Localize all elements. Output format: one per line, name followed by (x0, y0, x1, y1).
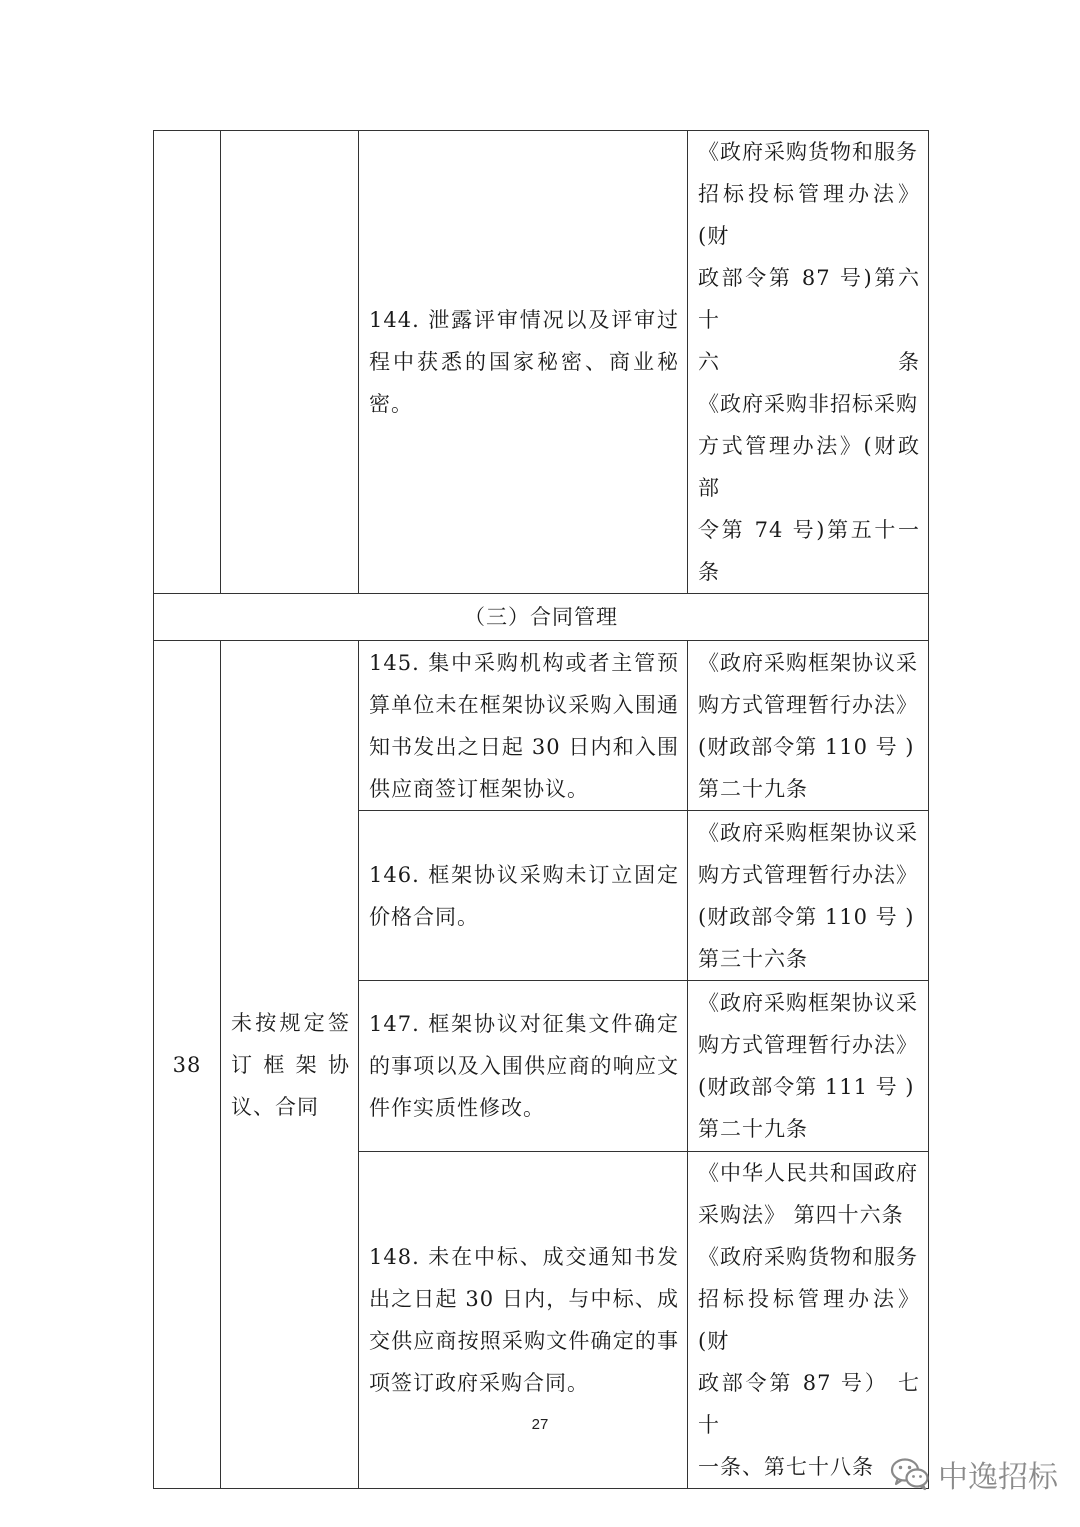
basis-line: 令第 74 号)第五十一条 (698, 518, 920, 584)
section-title: （三）合同管理 (154, 594, 929, 641)
row-number-cell (154, 131, 221, 594)
basis-line: 第二十九条 (698, 776, 808, 801)
section-row (154, 594, 929, 641)
basis-line: 购方式管理暂行办法》 (698, 862, 918, 887)
basis-line: (财政部令第 110 号 ) (698, 904, 915, 929)
basis-line: 一条、第七十八条 (698, 1455, 874, 1479)
basis-line: 招标投标管理办法》(财 (698, 1287, 920, 1353)
basis-line: 《政府采购货物和服务 (698, 1245, 918, 1269)
item-cell (359, 131, 688, 594)
basis-word: 六 (698, 350, 720, 374)
legal-basis-cell (688, 131, 929, 594)
basis-line: 《中华人民共和国政府 (698, 1161, 918, 1185)
item-text: 148. 未在中标、成交通知书发出之日起 30 日内，与中标、成交供应商按照采购文件确定的事项签订政府采购合同。 (369, 1245, 679, 1395)
legal-basis-cell (688, 981, 929, 1152)
basis-line: 《政府采购框架协议采 (698, 991, 918, 1015)
item-cell (359, 1152, 688, 1489)
legal-basis-cell (688, 1152, 929, 1489)
regulation-table (153, 130, 929, 1489)
basis-line: 第二十九条 (698, 1117, 808, 1141)
item-text: 147. 框架协议对征集文件确定的事项以及入围供应商的响应文件作实质性修改。 (369, 1012, 679, 1120)
group-number: 38 (154, 641, 221, 1489)
legal-basis-cell (688, 811, 929, 981)
watermark (890, 1452, 1058, 1496)
watermark-text: 中逸招标 (938, 1460, 1058, 1495)
item-text: 146. 框架协议采购未订立固定价格合同。 (369, 862, 679, 929)
basis-line: 《政府采购非招标采购 (698, 392, 918, 416)
basis-line: 《政府采购框架协议采 (698, 820, 918, 845)
basis-word: 条 (898, 350, 920, 374)
basis-line: 招标投标管理办法》(财 (698, 182, 920, 248)
item-text: 144. 泄露评审情况以及评审过程中获悉的国家秘密、商业秘密。 (369, 308, 679, 416)
basis-line: 第三十六条 (698, 946, 808, 971)
basis-line: (财政部令第 111 号 ) (698, 1075, 915, 1099)
item-cell (359, 981, 688, 1152)
wechat-icon (890, 1457, 930, 1491)
basis-line: 购方式管理暂行办法》 (698, 1033, 918, 1057)
basis-line (698, 341, 920, 383)
basis-line: 《政府采购框架协议采 (698, 650, 918, 675)
legal-basis-cell (688, 641, 929, 811)
basis-line: 购方式管理暂行办法》 (698, 692, 918, 717)
item-text: 145. 集中采购机构或者主管预算单位未在框架协议采购入围通知书发出之日起 30 日内和入围供应商签订框架协议。 (369, 650, 679, 801)
item-cell (359, 811, 688, 981)
page-number: 27 (531, 1416, 549, 1433)
table-row-145 (154, 641, 929, 811)
category-cell (221, 131, 359, 594)
group-category: 未按规定签订框架协议、合同 (221, 641, 359, 1489)
item-cell (359, 641, 688, 811)
table-row-144 (154, 131, 929, 594)
basis-line: 《政府采购货物和服务 (698, 140, 918, 164)
basis-line: 采购法》 第四十六条 (698, 1203, 904, 1227)
basis-line: 方式管理办法》(财政部 (698, 434, 920, 500)
basis-line: (财政部令第 110 号 ) (698, 734, 915, 759)
basis-line: 政部令第 87 号） 七十 (698, 1371, 920, 1437)
basis-line: 政部令第 87 号)第六十 (698, 266, 920, 332)
